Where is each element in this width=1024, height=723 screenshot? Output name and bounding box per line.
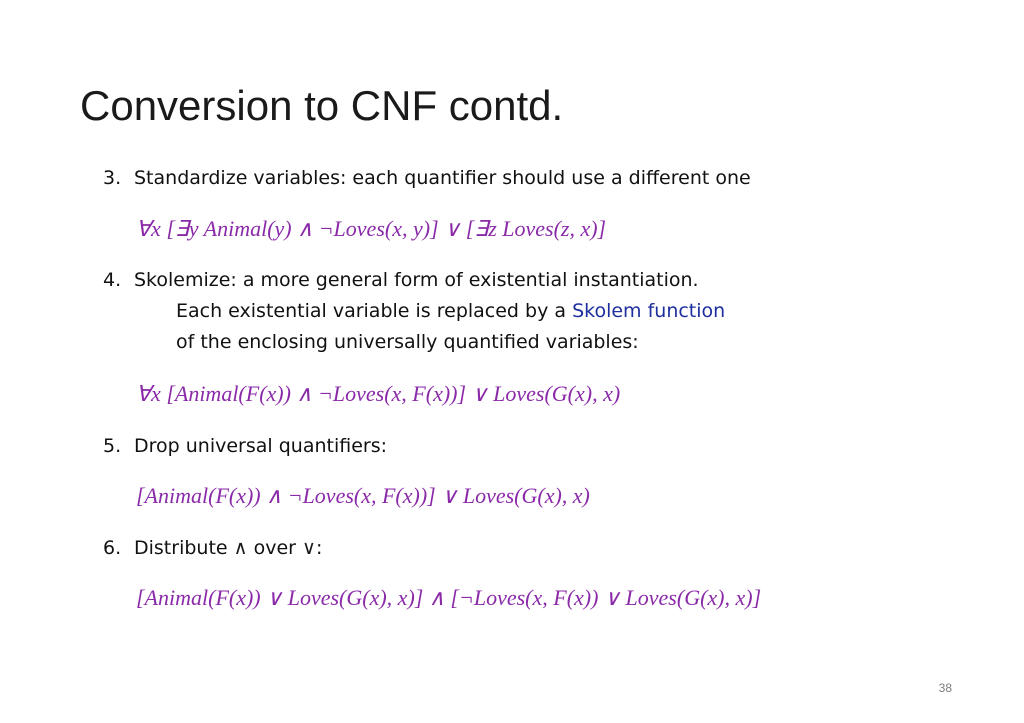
step-6 [103,532,322,564]
step-3-formula: ∀x [∃y Animal(y) ∧ ¬Loves(x, y)] ∨ [∃z Loves(z, x)] [136,216,607,241]
step-5-text: Drop universal quantifiers: [134,435,388,457]
or-symbol: ∨ [302,537,316,559]
slide-title: Conversion to CNF contd. [80,82,564,129]
step-4-formula: ∀x [Animal(F(x)) ∧ ¬Loves(x, F(x))] ∨ Loves(G(x), x) [136,381,621,406]
step-6-text-prefix: Distribute [134,537,234,559]
step-4-line-2 [176,295,725,327]
step-4-line-3: of the enclosing universally quantified variables: [176,331,639,353]
step-4-number: 4. [103,269,122,291]
step-5 [103,430,387,462]
step-5-formula: [Animal(F(x)) ∧ ¬Loves(x, F(x))] ∨ Loves(G(x), x) [136,483,590,508]
step-3-number: 3. [103,167,122,189]
step-6-text-middle: over [247,537,303,559]
step-4 [103,264,699,296]
step-6-text-suffix: : [315,537,323,559]
step-3 [103,162,751,194]
skolem-function-term: Skolem function [572,300,726,322]
step-4-text: Skolemize: a more general form of existential instantiation. [134,269,699,291]
and-symbol: ∧ [233,537,248,559]
step-6-formula: [Animal(F(x)) ∨ Loves(G(x), x)] ∧ [¬Loves(x, F(x)) ∨ Loves(G(x), x)] [136,585,762,610]
step-4-line-2-text: Each existential variable is replaced by a [176,300,573,322]
step-6-number: 6. [103,537,122,559]
page-number: 38 [938,681,952,695]
step-3-text: Standardize variables: each quantifier should use a different one [134,167,751,189]
step-5-number: 5. [103,435,122,457]
